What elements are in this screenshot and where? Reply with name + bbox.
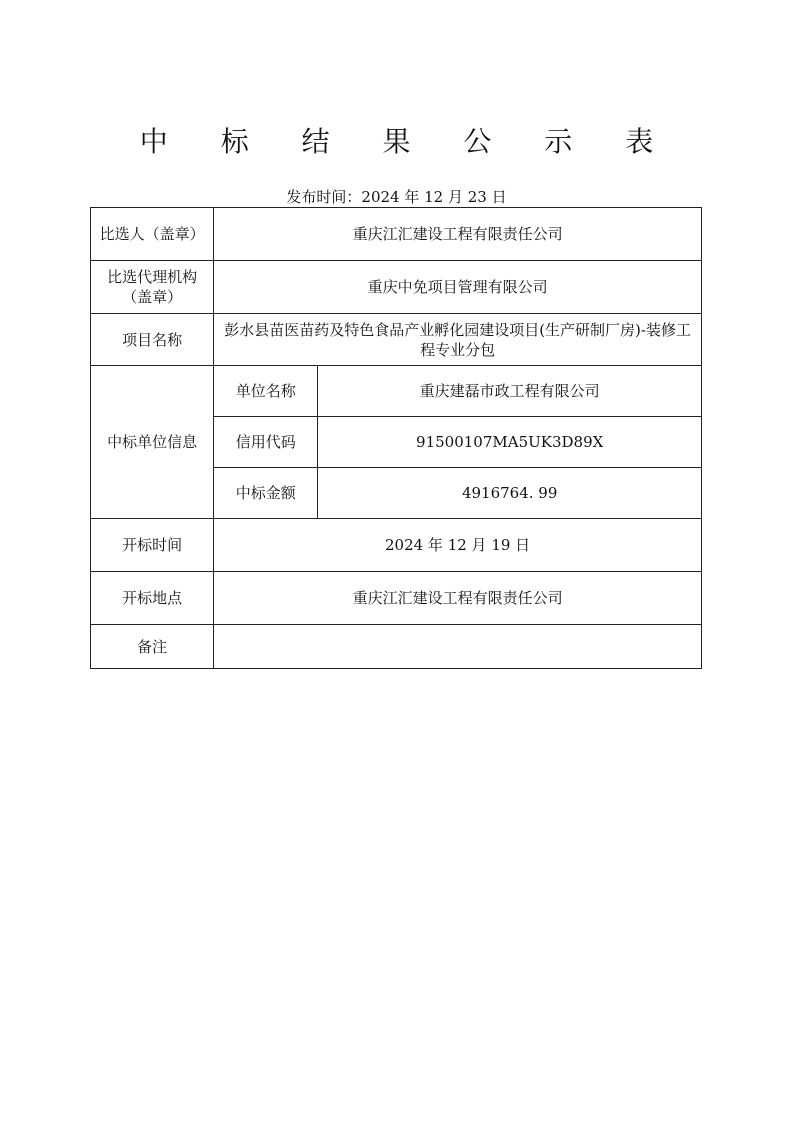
agency-value: 重庆中免项目管理有限公司: [214, 261, 702, 314]
bid-amount-value: 4916764. 99: [318, 468, 702, 519]
table-row-remarks: [91, 625, 702, 669]
winner-name-value: 重庆建磊市政工程有限公司: [318, 366, 702, 417]
table-row-open-place: [91, 572, 702, 625]
result-table: [90, 207, 702, 669]
table-row-winner-name: [91, 366, 702, 417]
publish-date-label: 发布时间：: [286, 188, 362, 206]
table-row-project: [91, 314, 702, 366]
credit-code-label: 信用代码: [214, 417, 318, 468]
winner-name-label: 单位名称: [214, 366, 318, 417]
publish-date-value: 2024 年 12 月 23 日: [361, 188, 507, 206]
open-time-label: 开标时间: [91, 519, 214, 572]
document-title: 中 标 结 果 公 示 表: [139, 125, 676, 158]
agency-label-line2: （盖章）: [122, 288, 183, 306]
agency-label: [91, 261, 214, 314]
open-place-label: 开标地点: [91, 572, 214, 625]
open-place-value: 重庆江汇建设工程有限责任公司: [214, 572, 702, 625]
selector-label: 比选人（盖章）: [91, 208, 214, 261]
agency-label-line1: 比选代理机构: [107, 268, 198, 286]
selector-value: 重庆江汇建设工程有限责任公司: [214, 208, 702, 261]
bid-amount-label: 中标金额: [214, 468, 318, 519]
remarks-value: [214, 625, 702, 669]
open-time-value: 2024 年 12 月 19 日: [214, 519, 702, 572]
project-label: 项目名称: [91, 314, 214, 366]
remarks-label: 备注: [91, 625, 214, 669]
table-row-open-time: [91, 519, 702, 572]
credit-code-value: 91500107MA5UK3D89X: [318, 417, 702, 468]
publish-date-line: [0, 186, 793, 207]
table-row-selector: [91, 208, 702, 261]
project-value: 彭水县苗医苗药及特色食品产业孵化园建设项目(生产研制厂房)-装修工程专业分包: [214, 314, 702, 366]
table-row-agency: [91, 261, 702, 314]
winner-label: 中标单位信息: [91, 366, 214, 519]
